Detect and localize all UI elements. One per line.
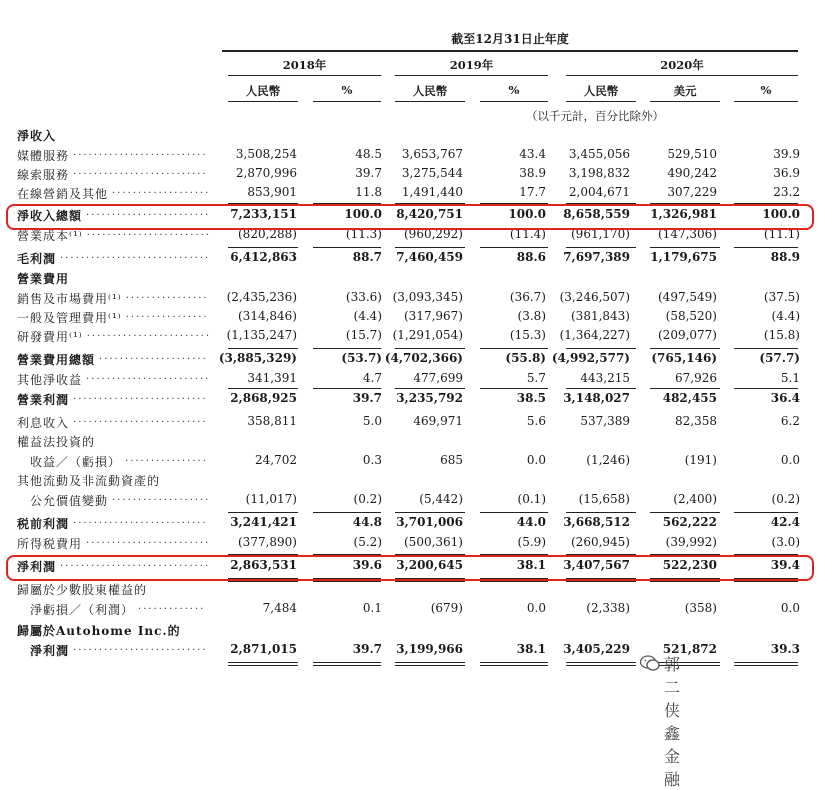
subheader-pct-2018: % bbox=[341, 83, 353, 97]
cell-value: (497,549) bbox=[658, 290, 717, 304]
dot-leader: ................ bbox=[125, 290, 209, 301]
cell-value: 3,241,421 bbox=[230, 515, 297, 529]
column-rule bbox=[395, 662, 465, 663]
row-label: 其他流動及非流動資產的 bbox=[17, 474, 161, 488]
column-rule bbox=[395, 247, 465, 248]
cell-value: (147,306) bbox=[658, 227, 717, 241]
column-rule bbox=[228, 662, 298, 663]
row-label: 税前利潤 bbox=[17, 517, 70, 531]
column-rule bbox=[734, 662, 798, 663]
cell-value: (58,520) bbox=[665, 309, 717, 323]
cell-value: 88.6 bbox=[516, 250, 546, 264]
table-row bbox=[0, 453, 828, 472]
cell-value: 7,484 bbox=[262, 601, 297, 615]
column-rule bbox=[228, 581, 298, 582]
row-label: 線索服務 bbox=[17, 168, 70, 182]
cell-value: (1,246) bbox=[586, 453, 630, 467]
cell-value: (11.1) bbox=[763, 227, 800, 241]
cell-value: 67,926 bbox=[675, 371, 717, 385]
cell-value: (2,338) bbox=[586, 601, 630, 615]
cell-value: (57.7) bbox=[759, 351, 800, 365]
cell-value: (2,400) bbox=[673, 492, 717, 506]
cell-value: 39.9 bbox=[773, 147, 800, 161]
cell-value: 0.0 bbox=[526, 453, 546, 467]
table-row bbox=[0, 642, 828, 661]
cell-value: 6.2 bbox=[780, 414, 800, 428]
dot-leader: .......................... bbox=[73, 166, 208, 177]
cell-value: (3.8) bbox=[517, 309, 546, 323]
cell-value: 42.4 bbox=[770, 515, 800, 529]
cell-value: 477,699 bbox=[413, 371, 463, 385]
column-rule bbox=[395, 665, 465, 666]
dot-leader: ........................ bbox=[86, 371, 211, 382]
watermark-text: 郭二侠鑫金融 bbox=[664, 655, 681, 789]
cell-value: 39.6 bbox=[352, 558, 382, 572]
dot-leader: ................ bbox=[125, 309, 209, 320]
cell-value: 1,491,440 bbox=[401, 185, 463, 199]
cell-value: (1,135,247) bbox=[226, 328, 297, 342]
header-top-rule bbox=[222, 50, 798, 52]
column-rule bbox=[395, 388, 465, 389]
row-label: 一般及管理費用⁽¹⁾ bbox=[17, 311, 122, 325]
cell-value: 7,697,389 bbox=[563, 250, 630, 264]
row-label: 營業利潤 bbox=[17, 393, 70, 407]
sub-rule bbox=[228, 101, 298, 102]
year-rule-2020 bbox=[566, 75, 798, 76]
column-rule bbox=[313, 247, 381, 248]
cell-value: 17.7 bbox=[519, 185, 546, 199]
table-period-title: 截至12月31日止年度 bbox=[451, 32, 569, 46]
year-2018: 2018年 bbox=[282, 58, 327, 72]
column-rule bbox=[313, 348, 381, 349]
cell-value: 685 bbox=[440, 453, 463, 467]
cell-value: (260,945) bbox=[571, 535, 630, 549]
cell-value: (5.2) bbox=[353, 535, 382, 549]
column-rule bbox=[313, 581, 381, 582]
column-rule bbox=[480, 247, 548, 248]
cell-value: (39,992) bbox=[665, 535, 717, 549]
cell-value: 38.5 bbox=[516, 391, 546, 405]
column-rule bbox=[734, 665, 798, 666]
cell-value: 3,508,254 bbox=[235, 147, 297, 161]
year-rule-2018 bbox=[228, 75, 381, 76]
cell-value: (4,702,366) bbox=[384, 351, 463, 365]
cell-value: 0.1 bbox=[362, 601, 382, 615]
table-row bbox=[0, 433, 828, 452]
cell-value: (820,288) bbox=[238, 227, 297, 241]
column-rule bbox=[650, 388, 720, 389]
column-rule bbox=[480, 665, 548, 666]
cell-value: (1,291,054) bbox=[392, 328, 463, 342]
wechat-icon bbox=[640, 655, 660, 671]
cell-value: 3,275,544 bbox=[401, 166, 463, 180]
table-row bbox=[0, 290, 828, 309]
cell-value: 24,702 bbox=[255, 453, 297, 467]
cell-value: (500,361) bbox=[404, 535, 463, 549]
column-rule bbox=[734, 581, 798, 582]
column-rule bbox=[734, 348, 798, 349]
column-rule bbox=[650, 662, 720, 663]
cell-value: (53.7) bbox=[341, 351, 382, 365]
cell-value: 8,420,751 bbox=[396, 207, 463, 221]
subheader-rmb-2020: 人民幣 bbox=[583, 84, 619, 98]
row-label: 營業費用總額 bbox=[17, 353, 96, 367]
column-rule bbox=[650, 581, 720, 582]
column-rule bbox=[734, 388, 798, 389]
cell-value: 307,229 bbox=[667, 185, 717, 199]
cell-value: (317,967) bbox=[404, 309, 463, 323]
column-rule bbox=[228, 247, 298, 248]
row-label: 淨利潤 bbox=[17, 560, 57, 574]
subheader-pct-2019: % bbox=[508, 83, 520, 97]
cell-value: 482,455 bbox=[662, 391, 717, 405]
sub-rule bbox=[395, 101, 465, 102]
table-row bbox=[0, 492, 828, 511]
cell-value: 358,811 bbox=[247, 414, 297, 428]
cell-value: 1,179,675 bbox=[650, 250, 717, 264]
cell-value: 7,460,459 bbox=[396, 250, 463, 264]
cell-value: 0.0 bbox=[780, 601, 800, 615]
cell-value: (15.8) bbox=[763, 328, 800, 342]
cell-value: (4.4) bbox=[771, 309, 800, 323]
table-row bbox=[0, 309, 828, 328]
cell-value: 3,200,645 bbox=[396, 558, 463, 572]
year-2019: 2019年 bbox=[449, 58, 494, 72]
cell-value: 88.7 bbox=[352, 250, 382, 264]
sub-rule bbox=[734, 101, 798, 102]
dot-leader: ........................ bbox=[86, 207, 211, 218]
row-label: 歸屬於Autohome Inc.的 bbox=[17, 624, 181, 638]
table-row bbox=[0, 166, 828, 185]
sub-rule bbox=[480, 101, 548, 102]
cell-value: (765,146) bbox=[651, 351, 717, 365]
column-rule bbox=[566, 665, 636, 666]
cell-value: 3,455,056 bbox=[568, 147, 630, 161]
dot-leader: .......................... bbox=[73, 515, 208, 526]
dot-leader: ................... bbox=[112, 185, 211, 196]
cell-value: (0.2) bbox=[353, 492, 382, 506]
cell-value: 39.7 bbox=[355, 166, 382, 180]
cell-value: 4.7 bbox=[362, 371, 382, 385]
table-row bbox=[0, 185, 828, 204]
cell-value: 469,971 bbox=[413, 414, 463, 428]
dot-leader: ................... bbox=[112, 492, 211, 503]
cell-value: (11.4) bbox=[509, 227, 546, 241]
cell-value: (3,885,329) bbox=[218, 351, 297, 365]
cell-value: 3,407,567 bbox=[563, 558, 630, 572]
table-row bbox=[0, 391, 828, 410]
cell-value: (15.3) bbox=[509, 328, 546, 342]
column-rule bbox=[228, 512, 298, 513]
table-row bbox=[0, 328, 828, 347]
row-label: 淨收入總額 bbox=[17, 209, 83, 223]
cell-value: 100.0 bbox=[508, 207, 546, 221]
row-label: 收益／（虧損） bbox=[30, 455, 122, 469]
column-rule bbox=[228, 348, 298, 349]
subheader-rmb-2018: 人民幣 bbox=[245, 84, 281, 98]
row-label: 媒體服務 bbox=[17, 149, 70, 163]
year-rule-2019 bbox=[395, 75, 548, 76]
cell-value: 529,510 bbox=[667, 147, 717, 161]
row-label: 毛利潤 bbox=[17, 252, 57, 266]
table-row bbox=[0, 581, 828, 600]
cell-value: 562,222 bbox=[662, 515, 717, 529]
cell-value: (11,017) bbox=[245, 492, 297, 506]
cell-value: 3,405,229 bbox=[563, 642, 630, 656]
dot-leader: .......................... bbox=[73, 147, 208, 158]
cell-value: 341,391 bbox=[247, 371, 297, 385]
cell-value: 490,242 bbox=[667, 166, 717, 180]
column-rule bbox=[395, 581, 465, 582]
table-row bbox=[0, 147, 828, 166]
sub-rule bbox=[566, 101, 636, 102]
column-rule bbox=[228, 665, 298, 666]
table-row bbox=[0, 535, 828, 554]
cell-value: 0.0 bbox=[780, 453, 800, 467]
cell-value: 39.4 bbox=[770, 558, 800, 572]
table-row bbox=[0, 515, 828, 534]
cell-value: (679) bbox=[430, 601, 463, 615]
cell-value: 43.4 bbox=[519, 147, 546, 161]
dot-leader: .......................... bbox=[73, 391, 208, 402]
cell-value: 36.4 bbox=[770, 391, 800, 405]
cell-value: (314,846) bbox=[238, 309, 297, 323]
row-label: 銷售及市場費用⁽¹⁾ bbox=[17, 292, 122, 306]
cell-value: 3,235,792 bbox=[396, 391, 463, 405]
cell-value: 3,653,767 bbox=[401, 147, 463, 161]
highlight-net-income bbox=[6, 555, 814, 581]
dot-leader: ........................ bbox=[86, 328, 212, 339]
sub-rule bbox=[313, 101, 381, 102]
column-rule bbox=[734, 247, 798, 248]
column-rule bbox=[228, 388, 298, 389]
row-label: 淨虧損／（利潤） bbox=[30, 603, 135, 617]
cell-value: (358) bbox=[684, 601, 717, 615]
cell-value: 39.7 bbox=[352, 391, 382, 405]
cell-value: (3.0) bbox=[771, 535, 800, 549]
cell-value: 3,701,006 bbox=[396, 515, 463, 529]
table-row bbox=[0, 601, 828, 620]
column-rule bbox=[566, 581, 636, 582]
row-label: 利息收入 bbox=[17, 416, 70, 430]
row-label: 公允價值變動 bbox=[30, 494, 109, 508]
cell-value: 521,872 bbox=[662, 642, 717, 656]
table-row bbox=[0, 250, 828, 269]
cell-value: 39.3 bbox=[770, 642, 800, 656]
cell-value: 5.1 bbox=[780, 371, 800, 385]
row-label: 淨收入 bbox=[17, 129, 57, 143]
column-rule bbox=[480, 512, 548, 513]
row-label: 營業費用 bbox=[17, 272, 70, 286]
cell-value: 38.1 bbox=[516, 558, 546, 572]
units-note: （以千元計，百分比除外） bbox=[526, 109, 664, 123]
row-label: 研發費用⁽¹⁾ bbox=[17, 330, 83, 344]
cell-value: 88.9 bbox=[770, 250, 800, 264]
dot-leader: .......................... bbox=[73, 414, 208, 425]
table-row bbox=[0, 351, 828, 370]
column-rule bbox=[480, 388, 548, 389]
cell-value: (15,658) bbox=[578, 492, 630, 506]
cell-value: 100.0 bbox=[762, 207, 800, 221]
column-rule bbox=[566, 662, 636, 663]
cell-value: 44.0 bbox=[516, 515, 546, 529]
cell-value: 100.0 bbox=[344, 207, 382, 221]
row-label: 歸屬於少數股東權益的 bbox=[17, 583, 148, 597]
column-rule bbox=[313, 388, 381, 389]
dot-leader: ........................ bbox=[86, 227, 212, 238]
cell-value: 5.6 bbox=[526, 414, 546, 428]
column-rule bbox=[313, 662, 381, 663]
cell-value: (1,364,227) bbox=[559, 328, 630, 342]
table-row bbox=[0, 127, 828, 146]
cell-value: 38.9 bbox=[519, 166, 546, 180]
cell-value: 1,326,981 bbox=[650, 207, 717, 221]
dot-leader: ................ bbox=[125, 453, 208, 464]
column-rule bbox=[650, 665, 720, 666]
highlight-total-revenue bbox=[6, 204, 814, 230]
cell-value: 6,412,863 bbox=[230, 250, 297, 264]
cell-value: (0.1) bbox=[517, 492, 546, 506]
dot-leader: ............................. bbox=[60, 558, 211, 569]
cell-value: (37.5) bbox=[763, 290, 800, 304]
cell-value: (4,992,577) bbox=[551, 351, 630, 365]
subheader-pct-2020: % bbox=[760, 83, 772, 97]
cell-value: 3,198,832 bbox=[568, 166, 630, 180]
column-rule bbox=[480, 581, 548, 582]
cell-value: 443,215 bbox=[580, 371, 630, 385]
cell-value: 39.7 bbox=[352, 642, 382, 656]
cell-value: 5.0 bbox=[362, 414, 382, 428]
cell-value: 11.8 bbox=[355, 185, 382, 199]
sub-rule bbox=[650, 101, 720, 102]
column-rule bbox=[566, 388, 636, 389]
cell-value: 522,230 bbox=[662, 558, 717, 572]
cell-value: 5.7 bbox=[526, 371, 546, 385]
subheader-usd-2020: 美元 bbox=[673, 84, 697, 98]
dot-leader: ............................. bbox=[60, 250, 211, 261]
cell-value: (381,843) bbox=[571, 309, 630, 323]
row-label: 淨利潤 bbox=[30, 644, 70, 658]
cell-value: 537,389 bbox=[580, 414, 630, 428]
cell-value: (11.3) bbox=[345, 227, 382, 241]
cell-value: (377,890) bbox=[238, 535, 297, 549]
table-row bbox=[0, 414, 828, 433]
year-2020: 2020年 bbox=[660, 58, 704, 72]
cell-value: 0.3 bbox=[362, 453, 382, 467]
cell-value: 82,358 bbox=[675, 414, 717, 428]
cell-value: 3,199,966 bbox=[396, 642, 463, 656]
column-rule bbox=[480, 348, 548, 349]
column-rule bbox=[313, 665, 381, 666]
cell-value: (191) bbox=[684, 453, 717, 467]
column-rule bbox=[566, 348, 636, 349]
column-rule bbox=[395, 512, 465, 513]
cell-value: (961,170) bbox=[571, 227, 630, 241]
cell-value: 23.2 bbox=[773, 185, 800, 199]
cell-value: 2,863,531 bbox=[230, 558, 297, 572]
cell-value: 44.8 bbox=[352, 515, 382, 529]
cell-value: (5.9) bbox=[517, 535, 546, 549]
cell-value: (3,246,507) bbox=[559, 290, 630, 304]
cell-value: (36.7) bbox=[509, 290, 546, 304]
column-rule bbox=[566, 512, 636, 513]
column-rule bbox=[650, 512, 720, 513]
row-label: 所得税費用 bbox=[17, 537, 83, 551]
row-label: 權益法投資的 bbox=[17, 435, 96, 449]
cell-value: 2,004,671 bbox=[568, 185, 630, 199]
table-row bbox=[0, 622, 828, 641]
table-row bbox=[0, 270, 828, 289]
cell-value: 0.0 bbox=[526, 601, 546, 615]
cell-value: (3,093,345) bbox=[392, 290, 463, 304]
column-rule bbox=[650, 247, 720, 248]
cell-value: (2,435,236) bbox=[226, 290, 297, 304]
cell-value: (5,442) bbox=[419, 492, 463, 506]
cell-value: 2,871,015 bbox=[230, 642, 297, 656]
dot-leader: ............. bbox=[138, 601, 206, 612]
cell-value: (4.4) bbox=[353, 309, 382, 323]
dot-leader: ..................... bbox=[99, 351, 208, 362]
column-rule bbox=[395, 348, 465, 349]
table-row bbox=[0, 472, 828, 491]
row-label: 在線營銷及其他 bbox=[17, 187, 109, 201]
dot-leader: ........................ bbox=[86, 535, 211, 546]
subheader-rmb-2019: 人民幣 bbox=[412, 84, 448, 98]
cell-value: 38.1 bbox=[516, 642, 546, 656]
cell-value: 2,868,925 bbox=[230, 391, 297, 405]
cell-value: 48.5 bbox=[355, 147, 382, 161]
cell-value: 3,148,027 bbox=[563, 391, 630, 405]
cell-value: 7,233,151 bbox=[230, 207, 297, 221]
cell-value: 853,901 bbox=[247, 185, 297, 199]
cell-value: 2,870,996 bbox=[235, 166, 297, 180]
row-label: 營業成本⁽¹⁾ bbox=[17, 229, 83, 243]
row-label: 其他淨收益 bbox=[17, 373, 83, 387]
cell-value: (0.2) bbox=[771, 492, 800, 506]
cell-value: 36.9 bbox=[773, 166, 800, 180]
cell-value: (15.7) bbox=[345, 328, 382, 342]
cell-value: 8,658,559 bbox=[563, 207, 630, 221]
cell-value: (33.6) bbox=[345, 290, 382, 304]
cell-value: (960,292) bbox=[404, 227, 463, 241]
cell-value: 3,668,512 bbox=[563, 515, 630, 529]
cell-value: (209,077) bbox=[658, 328, 717, 342]
dot-leader: .......................... bbox=[73, 642, 208, 653]
column-rule bbox=[566, 247, 636, 248]
cell-value: (55.8) bbox=[505, 351, 546, 365]
column-rule bbox=[313, 512, 381, 513]
column-rule bbox=[480, 662, 548, 663]
column-rule bbox=[650, 348, 720, 349]
column-rule bbox=[734, 512, 798, 513]
